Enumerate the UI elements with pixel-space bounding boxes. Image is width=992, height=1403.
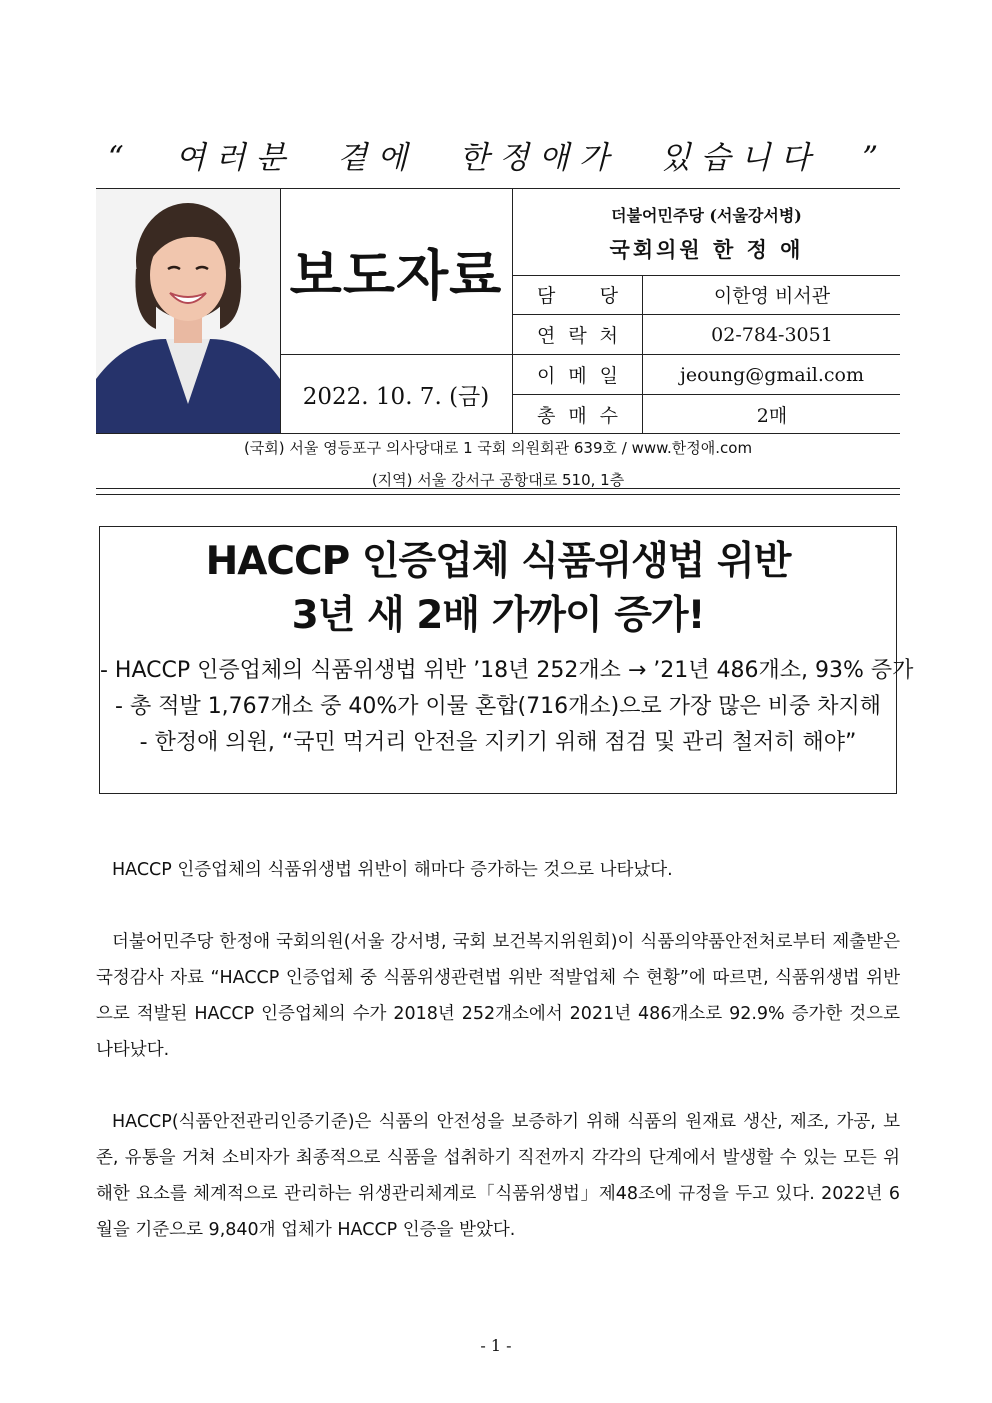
page-number: - 1 - xyxy=(480,1336,512,1355)
contact-label: 총 매 수 xyxy=(513,395,643,434)
body-paragraph: HACCP(식품안전관리인증기준)은 식품의 안전성을 보증하기 위해 식품의 원재료 생산, 제조, 가공, 보존, 유통을 거쳐 소비자가 최종적으로 식품을 섭취하기 직전까지 각각의 단계에서 발생할 수 있는 모든 위해한 요소를 체계적으로 관리하는 위생관리체계로「식품위생법」제48조에 규정을 두고 있다. 2022년 6월을 기준으로 9,840개 업체가 HACCP 인증을 받았다. xyxy=(96,1112,900,1240)
member-info xyxy=(513,189,900,276)
address-local: (지역) 서울 강서구 공항대로 510, 1층 xyxy=(371,471,625,489)
party-name: 더불어민주당 (서울강서병) xyxy=(611,206,802,225)
headline-bullet: - HACCP 인증업체의 식품위생법 위반 ’18년 252개소 → ’21년 486개소, 93% 증가 xyxy=(100,658,914,683)
contact-row-pages xyxy=(513,395,900,433)
member-portrait xyxy=(96,189,281,433)
headline-title-line1: HACCP 인증업체 식품위생법 위반 xyxy=(205,539,791,584)
divider xyxy=(96,488,900,495)
slogan: “ 여러분 곁에 한정애가 있습니다 ” xyxy=(107,140,889,176)
body-paragraph: 더불어민주당 한정애 국회의원(서울 강서병, 국회 보건복지위원회)이 식품의약품안전처로부터 제출받은 국정감사 자료 “HACCP 인증업체 중 식품위생관련법 위반 적발업체 수 현황”에 따르면, 식품위생법 위반으로 적발된 HACCP 인증업체의 수가 2018년 252개소에서 2021년 486개소로 92.9% 증가한 것으로 나타났다. xyxy=(96,932,900,1060)
contact-row-manager xyxy=(513,275,900,315)
headline-box xyxy=(99,526,914,794)
headline-title-line2: 3년 새 2배 가까이 증가! xyxy=(291,593,705,638)
member-name: 국회의원 한 정 애 xyxy=(609,237,804,262)
body-paragraph: HACCP 인증업체의 식품위생법 위반이 해마다 증가하는 것으로 나타났다. xyxy=(112,860,673,880)
press-release-header xyxy=(96,188,900,434)
contact-label: 연 락 처 xyxy=(513,315,643,354)
contact-row-email xyxy=(513,355,900,395)
contact-row-phone xyxy=(513,315,900,355)
contact-value: 이한영 비서관 xyxy=(713,285,831,307)
address-national: (국회) 서울 영등포구 의사당대로 1 국회 의원회관 639호 / www.한정애.com xyxy=(243,439,753,457)
document-type-title: 보도자료 xyxy=(280,189,513,355)
release-date: 2022. 10. 7. (금) xyxy=(280,355,513,433)
headline-bullet: - 한정애 의원, “국민 먹거리 안전을 지키기 위해 점검 및 관리 철저히 해야” xyxy=(139,730,857,755)
contact-label: 담 당 xyxy=(513,275,643,314)
contact-value: jeoung@gmail.com xyxy=(679,363,864,386)
contact-value: 02-784-3051 xyxy=(711,323,833,346)
contact-value: 2매 xyxy=(756,405,788,427)
contact-label: 이 메 일 xyxy=(513,355,643,394)
headline-bullet: - 총 적발 1,767개소 중 40%가 이물 혼합(716개소)으로 가장 많은 비중 차지해 xyxy=(115,694,881,719)
